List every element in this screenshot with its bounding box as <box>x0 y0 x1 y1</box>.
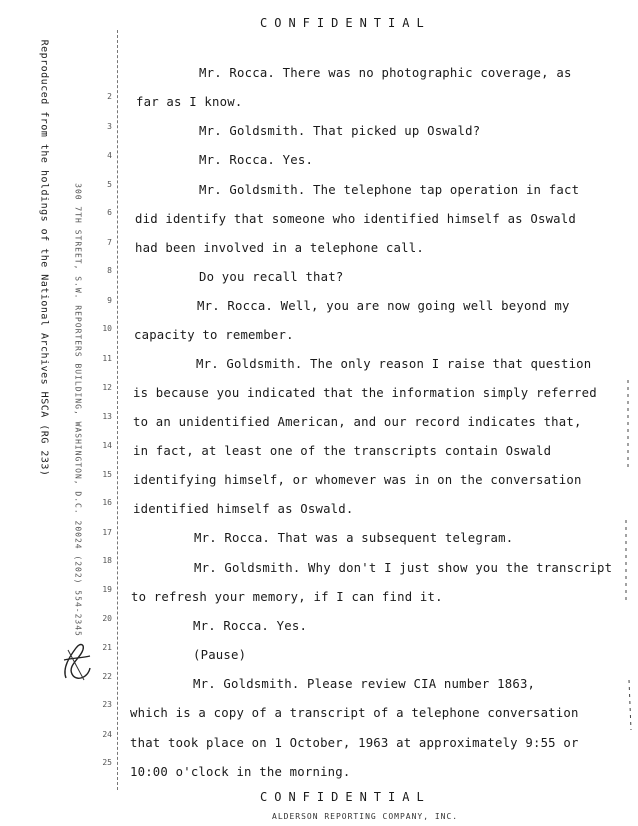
transcript-line: Do you recall that? <box>199 270 344 284</box>
confidential-header: CONFIDENTIAL <box>260 16 431 30</box>
line-number: 6 <box>107 208 112 217</box>
transcript-line: Mr. Goldsmith. Why don't I just show you the transcript <box>194 561 613 575</box>
line-number: 19 <box>102 585 112 594</box>
transcript-line: capacity to remember. <box>134 328 294 342</box>
reporting-company: ALDERSON REPORTING COMPANY, INC. <box>272 812 459 821</box>
transcript-line: did identify that someone who identified himself as Oswald <box>135 212 576 226</box>
line-number: 12 <box>102 383 112 392</box>
transcript-line: that took place on 1 October, 1963 at approximately 9:55 or <box>130 736 579 750</box>
line-number: 21 <box>102 643 112 652</box>
transcript-line: identifying himself, or whomever was in on the conversation <box>133 473 582 487</box>
line-number: 16 <box>102 498 112 507</box>
line-number: 22 <box>102 672 112 681</box>
line-number: 4 <box>107 151 112 160</box>
line-number: 24 <box>102 730 112 739</box>
transcript-line: (Pause) <box>193 648 247 662</box>
line-number: 9 <box>107 296 112 305</box>
line-number: 13 <box>102 412 112 421</box>
transcript-line: Mr. Goldsmith. The only reason I raise that question <box>196 357 592 371</box>
line-number: 2 <box>107 92 112 101</box>
transcript-line: to refresh your memory, if I can find it. <box>131 590 443 604</box>
line-number: 20 <box>102 614 112 623</box>
line-number: 3 <box>107 122 112 131</box>
line-number: 15 <box>102 470 112 479</box>
transcript-line: Mr. Rocca. Yes. <box>193 619 308 633</box>
line-number: 5 <box>107 180 112 189</box>
scan-edge-marks <box>622 0 634 826</box>
line-number: 17 <box>102 528 112 537</box>
line-number: 11 <box>102 354 112 363</box>
transcript-line: Mr. Goldsmith. That picked up Oswald? <box>199 124 481 138</box>
line-number: 25 <box>102 758 112 767</box>
line-number: 8 <box>107 266 112 275</box>
line-number: 23 <box>102 700 112 709</box>
confidential-footer: CONFIDENTIAL <box>260 790 431 804</box>
transcript-line: had been involved in a telephone call. <box>135 241 424 255</box>
reporter-address: 300 7TH STREET, S.W. REPORTERS BUILDING, WASHINGTON, D.C. 20024 (202) 554-2345 <box>73 183 83 637</box>
line-number: 7 <box>107 238 112 247</box>
transcript-line: which is a copy of a transcript of a telephone conversation <box>130 706 579 720</box>
line-number: 10 <box>102 324 112 333</box>
handwritten-initials-mark <box>58 638 94 686</box>
transcript-line: Mr. Rocca. Well, you are now going well beyond my <box>197 299 570 313</box>
transcript-line: Mr. Goldsmith. Please review CIA number 1863, <box>193 677 536 691</box>
transcript-line: Mr. Goldsmith. The telephone tap operation in fact <box>199 183 580 197</box>
line-number: 18 <box>102 556 112 565</box>
transcript-line: Mr. Rocca. Yes. <box>199 153 314 167</box>
margin-rule <box>117 30 118 790</box>
archive-attribution: Reproduced from the holdings of the National Archives HSCA (RG 233) <box>38 39 50 477</box>
transcript-line: far as I know. <box>136 95 243 109</box>
transcript-line: in fact, at least one of the transcripts contain Oswald <box>133 444 552 458</box>
transcript-line: identified himself as Oswald. <box>133 502 354 516</box>
transcript-line: Mr. Rocca. There was no photographic coverage, as <box>199 66 572 80</box>
line-number: 14 <box>102 441 112 450</box>
transcript-line: is because you indicated that the information simply referred <box>133 386 597 400</box>
transcript-line: 10:00 o'clock in the morning. <box>130 765 351 779</box>
transcript-line: to an unidentified American, and our record indicates that, <box>133 415 582 429</box>
transcript-line: Mr. Rocca. That was a subsequent telegram. <box>194 531 514 545</box>
